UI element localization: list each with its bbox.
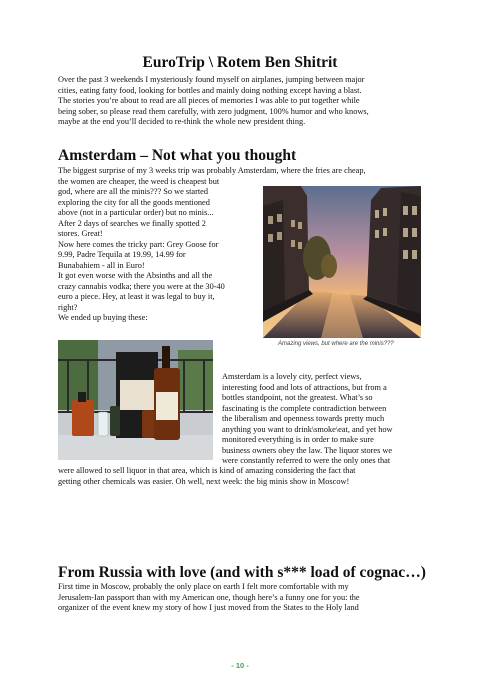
photo-caption: Amazing views, but where are the minis??? — [278, 341, 394, 347]
amsterdam-line: The biggest surprise of my 3 weeks trip was probably Amsterdam, where the fries are cheap, — [58, 166, 366, 175]
amsterdam-line: fascinating is the complete contradiction between — [222, 403, 387, 413]
amsterdam-line: After 2 days of searches we finally spotted 2 — [58, 218, 206, 228]
amsterdam-line: crazy cannabis vodka; there you were at the 30-40 — [58, 281, 225, 291]
amsterdam-left-column — [58, 187, 258, 324]
amsterdam-line: bottles standpoint, not the greatest. What’s so — [222, 393, 373, 402]
amsterdam-line: were allowed to sell liquor in that area, which is kind of amazing considering the fact that — [58, 466, 356, 475]
amsterdam-heading: Amsterdam – Not what you thought — [58, 147, 297, 164]
amsterdam-line: were constantly referred to were the only ones that — [222, 456, 391, 465]
amsterdam-line: It got even worse with the Absinths and all the — [58, 271, 213, 280]
intro-line: maybe at the end you’ll decided to re-think the whole new president thing. — [58, 117, 306, 126]
page-number: - 10 - — [231, 661, 249, 670]
amsterdam-line: right? — [58, 302, 78, 312]
amsterdam-line: stores. Great! — [58, 229, 103, 238]
russia-paragraph — [58, 582, 428, 614]
amsterdam-line: exploring the city for all the goods mentioned — [58, 197, 210, 207]
bottles-photo — [58, 340, 213, 460]
amsterdam-line: getting other chemicals was easier. Oh well, next week: the big minis show in Moscow! — [58, 476, 350, 486]
intro-line: Over the past 3 weekends I mysteriously found myself on airplanes, jumping between major — [58, 75, 365, 84]
canal-photo — [263, 186, 421, 338]
amsterdam-line: 9.99, Padre Tequila at 19.99, 14.99 for — [58, 250, 186, 259]
intro-paragraph — [58, 75, 428, 128]
article-title: EuroTrip \ Rotem Ben Shitrit — [142, 54, 338, 71]
russia-line: organizer of the event knew my story of how I just moved from the States to the Holy land — [58, 603, 359, 612]
amsterdam-closing — [58, 466, 428, 487]
amsterdam-line: monitored everything is in order to make sure — [222, 435, 374, 444]
amsterdam-line: business owners obey the law. The liquor stores we — [222, 445, 393, 455]
amsterdam-line: euro a piece. Hey, at least it was legal to buy it, — [58, 292, 215, 301]
amsterdam-line: the liberalism and openness towards pretty much — [222, 414, 385, 423]
amsterdam-line: Amsterdam is a lovely city, perfect views, — [222, 372, 362, 381]
bottles-image — [58, 340, 213, 460]
amsterdam-intro — [58, 166, 428, 187]
intro-line: being sober, so please read them carefully, with zero judgment, 100% humor and who knows, — [58, 106, 369, 116]
amsterdam-line: interesting food and lots of attractions, but from a — [222, 382, 387, 392]
russia-line: First time in Moscow, probably the only place on earth I felt more comfortable with my — [58, 582, 349, 591]
amsterdam-line: Now here comes the tricky part: Grey Goose for — [58, 239, 219, 249]
intro-line: The stories you’re about to read are all pieces of memories I was able to put together while — [58, 96, 360, 105]
russia-heading: From Russia with love (and with s*** load of cognac…) — [58, 564, 426, 581]
amsterdam-line: above (not in a particular order) but no minis... — [58, 208, 214, 217]
amsterdam-line: the women are cheaper, the weed is cheapest but — [58, 176, 220, 186]
russia-line: Jerusalem-Ian passport than with my American one, though here’s a funny one for you: the — [58, 592, 360, 602]
canal-scene-image — [263, 186, 421, 338]
amsterdam-right-column — [222, 372, 432, 467]
intro-line: cities, eating fatty food, looking for bottles and mainly doing nothing except having a blast. — [58, 85, 362, 95]
amsterdam-line: We ended up buying these: — [58, 313, 148, 322]
amsterdam-line: Bunabahiem - all in Euro! — [58, 260, 145, 270]
amsterdam-line: god, where are all the minis??? So we started — [58, 187, 208, 196]
amsterdam-line: anything you want to drink\smoke\eat, and yet how — [222, 424, 393, 434]
